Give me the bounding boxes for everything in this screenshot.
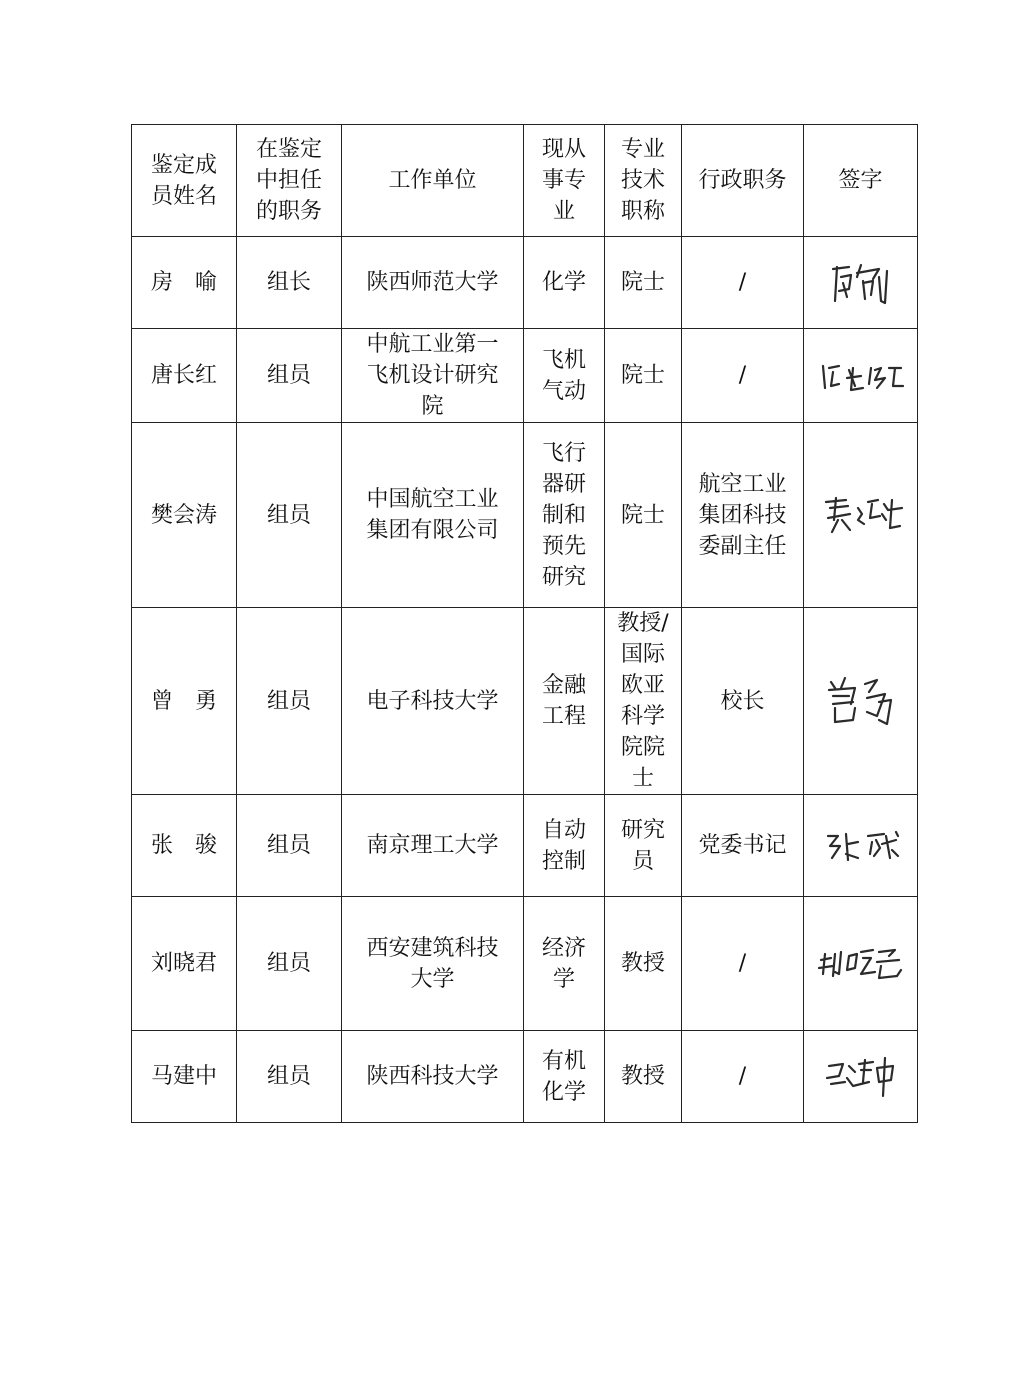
member-role: 组员 [237, 608, 342, 795]
header-row [132, 125, 918, 237]
member-unit: 南京理工大学 [342, 795, 524, 897]
table-row [132, 897, 918, 1031]
member-admin: / [682, 897, 804, 1031]
header-role: 在鉴定 中担任 的职务 [237, 125, 342, 237]
member-role: 组员 [237, 329, 342, 423]
header-title: 专业 技术 职称 [605, 125, 682, 237]
table-row [132, 329, 918, 423]
header-sign: 签字 [804, 125, 918, 237]
member-role: 组员 [237, 1031, 342, 1123]
table-row [132, 1031, 918, 1123]
member-unit: 中航工业第一 飞机设计研究 院 [342, 329, 524, 423]
member-unit: 西安建筑科技 大学 [342, 897, 524, 1031]
header-name: 鉴定成 员姓名 [132, 125, 237, 237]
member-unit: 中国航空工业 集团有限公司 [342, 423, 524, 608]
member-title: 教授 [605, 1031, 682, 1123]
member-major: 自动 控制 [524, 795, 605, 897]
signature [804, 608, 918, 795]
member-admin: 党委书记 [682, 795, 804, 897]
signature [804, 237, 918, 329]
member-title: 教授 [605, 897, 682, 1031]
member-unit: 陕西师范大学 [342, 237, 524, 329]
member-role: 组员 [237, 897, 342, 1031]
member-title: 研究 员 [605, 795, 682, 897]
member-title: 院士 [605, 329, 682, 423]
signature [804, 423, 918, 608]
member-role: 组长 [237, 237, 342, 329]
member-major: 金融 工程 [524, 608, 605, 795]
member-name: 唐长红 [132, 329, 237, 423]
table-row [132, 608, 918, 795]
member-admin: / [682, 237, 804, 329]
header-unit: 工作单位 [342, 125, 524, 237]
member-name: 曾 勇 [132, 608, 237, 795]
member-major: 有机 化学 [524, 1031, 605, 1123]
member-admin: / [682, 1031, 804, 1123]
header-major: 现从 事专 业 [524, 125, 605, 237]
member-major: 飞机 气动 [524, 329, 605, 423]
member-role: 组员 [237, 423, 342, 608]
member-unit: 电子科技大学 [342, 608, 524, 795]
table-row [132, 795, 918, 897]
table-row [132, 237, 918, 329]
member-title: 院士 [605, 237, 682, 329]
header-admin: 行政职务 [682, 125, 804, 237]
appraisal-committee-table [131, 124, 918, 1123]
member-name: 马建中 [132, 1031, 237, 1123]
signature [804, 897, 918, 1031]
member-name: 刘晓君 [132, 897, 237, 1031]
member-admin: 校长 [682, 608, 804, 795]
signature [804, 795, 918, 897]
table-row [132, 423, 918, 608]
signature [804, 329, 918, 423]
member-major: 化学 [524, 237, 605, 329]
member-major: 飞行 器研 制和 预先 研究 [524, 423, 605, 608]
member-admin: 航空工业 集团科技 委副主任 [682, 423, 804, 608]
member-name: 樊会涛 [132, 423, 237, 608]
member-title: 院士 [605, 423, 682, 608]
member-major: 经济 学 [524, 897, 605, 1031]
signature [804, 1031, 918, 1123]
member-name: 房 喻 [132, 237, 237, 329]
member-title: 教授/ 国际 欧亚 科学 院院 士 [605, 608, 682, 795]
member-unit: 陕西科技大学 [342, 1031, 524, 1123]
member-role: 组员 [237, 795, 342, 897]
member-admin: / [682, 329, 804, 423]
member-name: 张 骏 [132, 795, 237, 897]
